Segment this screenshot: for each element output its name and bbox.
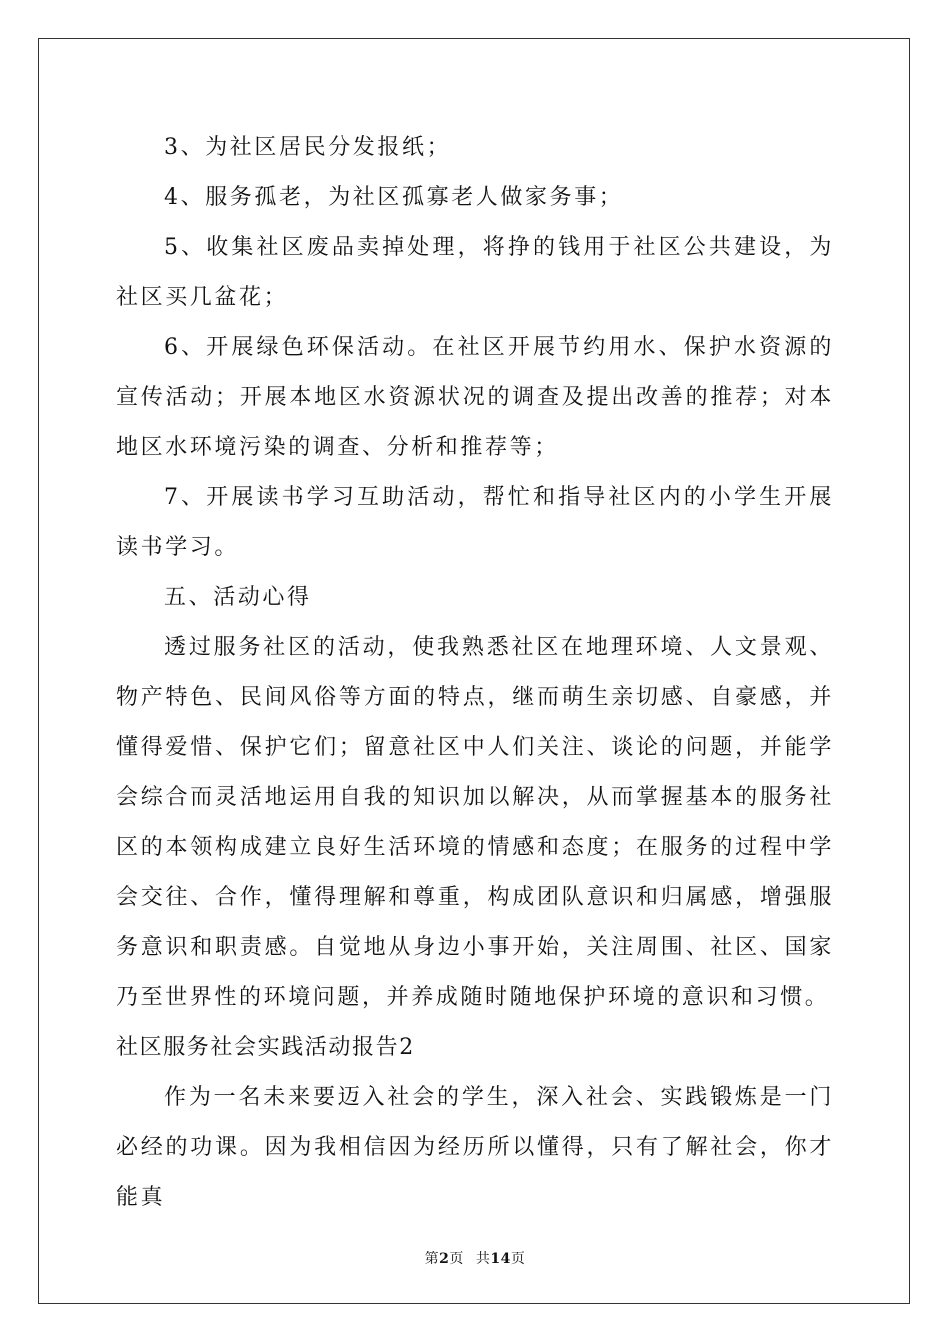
paragraph-item-4: 4、服务孤老，为社区孤寡老人做家务事； xyxy=(164,185,624,210)
total-suffix: 页 xyxy=(510,1251,526,1267)
section-heading-five: 五、活动心得 xyxy=(164,585,312,610)
paragraph-item-7: 7、开展读书学习互助活动，帮忙和指导社区内的小学生开展读书学习。 xyxy=(116,485,834,560)
paragraph-intro: 作为一名未来要迈入社会的学生，深入社会、实践锻炼是一门必经的功课。因为我相信因为经历所以懂得，只有了解社会，你才能真 xyxy=(116,1085,834,1210)
paragraph-item-3: 3、为社区居民分发报纸； xyxy=(164,135,452,160)
page-current: 2 xyxy=(439,1251,450,1267)
page-total: 14 xyxy=(490,1251,511,1267)
paragraph-item-5: 5、收集社区废品卖掉处理，将挣的钱用于社区公共建设，为社区买几盆花； xyxy=(116,235,834,310)
paragraph-reflection: 透过服务社区的活动，使我熟悉社区在地理环境、人文景观、物产特色、民间风俗等方面的特点，继而萌生亲切感、自豪感，并懂得爱惜、保护它们；留意社区中人们关注、谈论的问题，并能学会综合而灵活地运用自我的知识加以解决，从而掌握基本的服务社区的本领构成建立良好生活环境的情感和态度；在服务的过程中学会交往、合作，懂得理解和尊重，构成团队意识和归属感，增强服务意识和职责感。自觉地从身边小事开始，关注周围、社区、国家乃至世界性的环境问题，并养成随时随地保护环境的意识和习惯。 xyxy=(116,635,834,1010)
page-footer xyxy=(0,1248,950,1268)
total-prefix: 共 xyxy=(475,1251,491,1267)
document-body xyxy=(116,123,834,1223)
paragraph-item-6: 6、开展绿色环保活动。在社区开展节约用水、保护水资源的宣传活动；开展本地区水资源状况的调查及提出改善的推荐；对本地区水环境污染的调查、分析和推荐等； xyxy=(116,335,834,460)
page-prefix: 第 xyxy=(424,1251,440,1267)
page-suffix: 页 xyxy=(449,1251,464,1267)
section-title: 社区服务社会实践活动报告2 xyxy=(116,1035,415,1060)
